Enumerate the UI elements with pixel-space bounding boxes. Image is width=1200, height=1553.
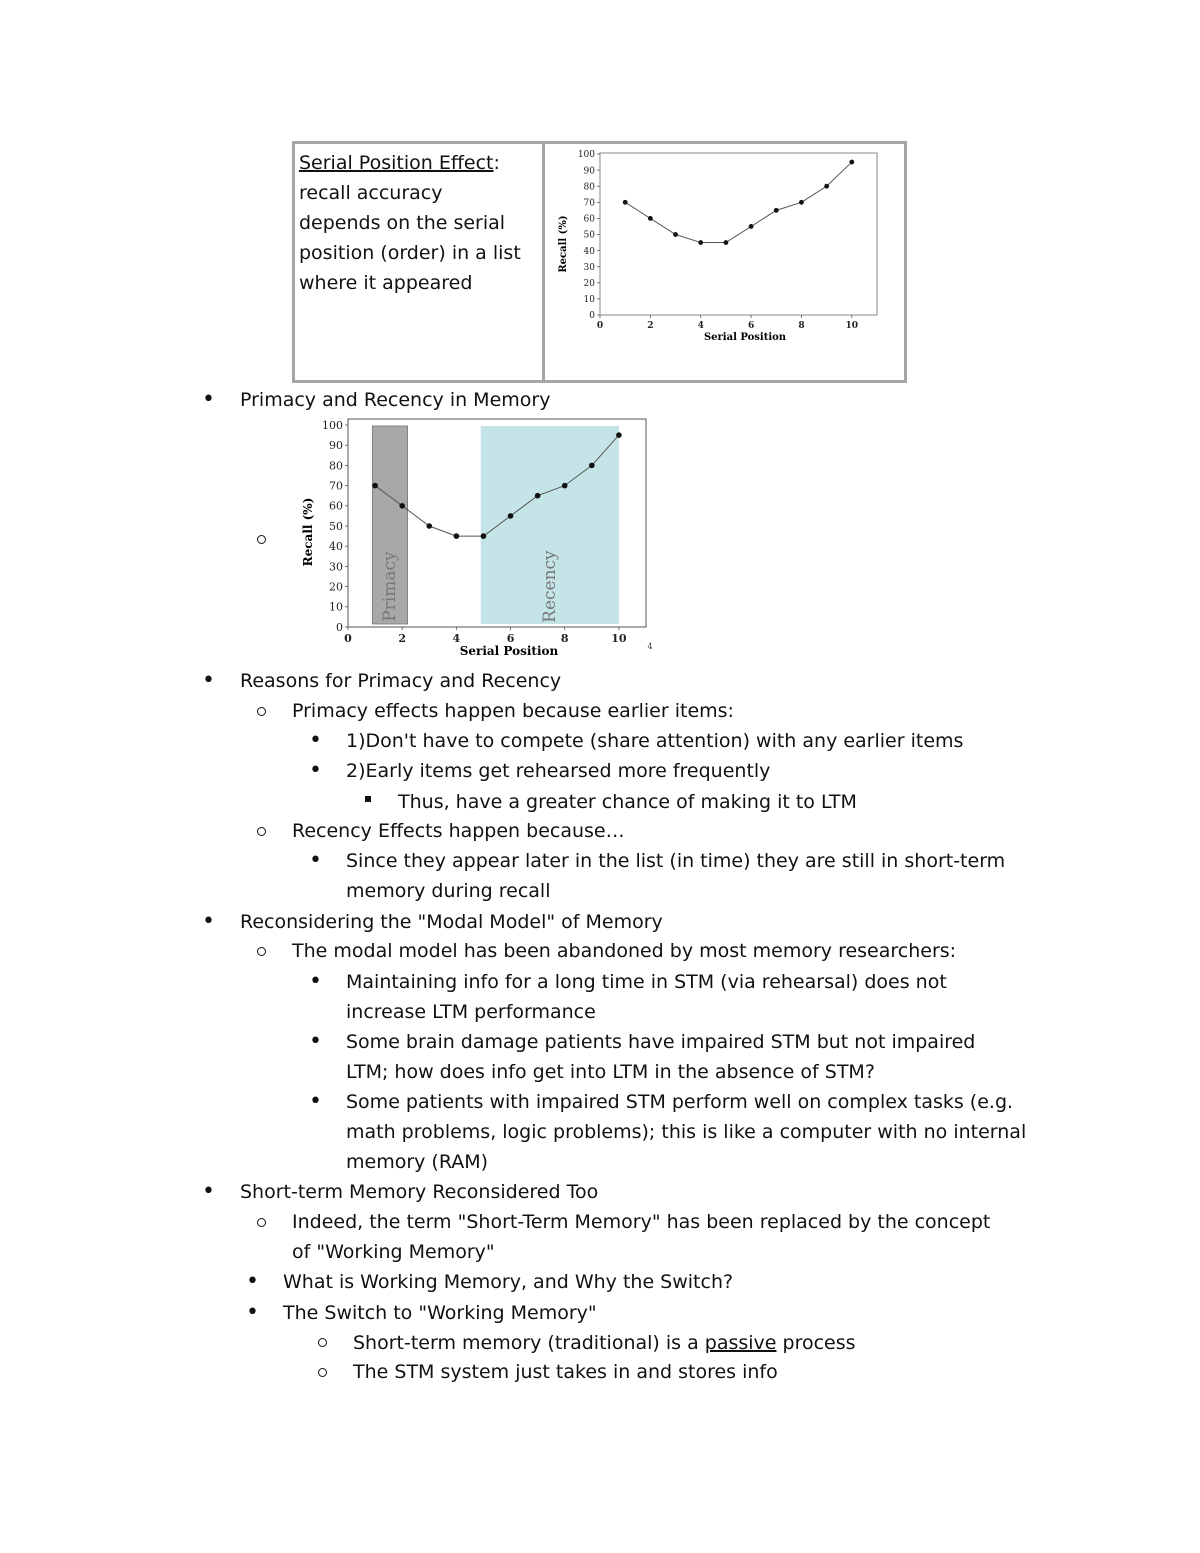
note-term-replaced-cont: of "Working Memory" (292, 1241, 495, 1263)
c2-xtick-label: 4 (452, 632, 461, 645)
note-recency-reason: Since they appear later in the list (in time) they are still in short-term (346, 850, 1006, 872)
bullet-dot: • (309, 1029, 322, 1054)
note-greater-chance: Thus, have a greater chance of making it to LTM (398, 791, 857, 813)
note-complex-tasks-cont2: memory (RAM) (346, 1151, 489, 1173)
definition-line: position (order) in a list (299, 242, 521, 264)
bullet-dot: • (246, 1269, 259, 1294)
note-term-replaced: Indeed, the term "Short-Term Memory" has been replaced by the concept (292, 1211, 991, 1233)
c2-ytick-label: 40 (329, 540, 343, 554)
c2-ytick-label: 60 (329, 499, 343, 513)
chart2-xlabel: Serial Position (459, 644, 559, 658)
c2-data-point (426, 523, 432, 529)
c2-ytick-label: 0 (336, 620, 343, 634)
c1-data-point (824, 184, 829, 189)
c1-ytick-label: 100 (577, 150, 595, 161)
c1-data-point (623, 200, 628, 205)
definition-title: Serial Position Effect (299, 152, 494, 174)
chart2-ylabel: Recall (%) (301, 497, 315, 567)
c2-data-point (589, 463, 595, 469)
primacy-recency-chart (298, 412, 658, 660)
c1-data-point (849, 160, 854, 165)
c2-ytick-label: 50 (329, 519, 343, 533)
sub-bullet-circle (318, 1368, 327, 1377)
chart1-ylabel: Recall (%) (558, 215, 569, 273)
bullet-dot: • (202, 1179, 215, 1204)
bullet-dot: • (202, 668, 215, 693)
note-complex-tasks: Some patients with impaired STM perform well on complex tasks (e.g. (346, 1091, 1014, 1113)
chart2-corner-note: 4 (647, 642, 653, 651)
c2-ytick-label: 20 (329, 580, 343, 594)
chart1-xlabel: Serial Position (703, 332, 787, 343)
c2-xtick-label: 6 (506, 632, 515, 645)
c1-data-point (724, 240, 729, 245)
c1-ytick-label: 90 (583, 166, 595, 177)
note-recency-reason-cont: memory during recall (346, 880, 551, 902)
c1-ytick-label: 0 (589, 311, 595, 322)
table-divider (542, 141, 545, 383)
c2-data-point (535, 493, 541, 499)
note-recency-effects: Recency Effects happen because… (292, 820, 625, 842)
bullet-dot: • (202, 387, 215, 412)
c1-ytick-label: 70 (583, 198, 595, 209)
bullet-dot: • (309, 848, 322, 873)
c1-ytick-label: 50 (583, 230, 595, 241)
c1-xtick-label: 8 (798, 321, 805, 331)
definition-line: where it appeared (299, 272, 473, 294)
recency-region-label: Recency (539, 550, 560, 623)
note-what-is-wm: What is Working Memory, and Why the Switch? (283, 1271, 734, 1293)
sub-bullet-circle (257, 1218, 266, 1227)
definition-line: depends on the serial (299, 212, 506, 234)
c2-ytick-label: 10 (329, 600, 343, 614)
c2-data-point (481, 533, 487, 539)
passive-word: passive (704, 1332, 777, 1354)
definition-title-colon: : (493, 152, 500, 174)
c2-xtick-label: 0 (344, 632, 352, 645)
c2-ytick-label: 90 (329, 439, 343, 453)
c2-data-point (616, 432, 622, 438)
note-reason-1: 1)Don't have to compete (share attention) with any earlier items (346, 730, 964, 752)
note-switch: The Switch to "Working Memory" (283, 1302, 597, 1324)
c1-xtick-label: 4 (697, 321, 704, 331)
c2-ytick-label: 100 (322, 418, 343, 432)
sub-bullet-circle (257, 827, 266, 836)
c2-data-point (399, 503, 405, 509)
c2-data-point (562, 483, 568, 489)
c1-ytick-label: 80 (583, 182, 595, 193)
c1-xtick-label: 6 (747, 321, 755, 331)
square-bullet (365, 796, 371, 802)
c2-xtick-label: 2 (398, 632, 407, 645)
c1-xtick-label: 10 (845, 321, 859, 331)
bullet-dot: • (246, 1300, 259, 1325)
c1-ytick-label: 20 (583, 278, 595, 289)
c2-ytick-label: 70 (329, 479, 343, 493)
note-modal-model: Reconsidering the "Modal Model" of Memory (240, 911, 663, 933)
chart1-series-line (625, 162, 852, 243)
c1-data-point (698, 240, 703, 245)
note-stores-info: The STM system just takes in and stores info (353, 1361, 778, 1383)
primacy-region-label: Primacy (379, 551, 400, 622)
sub-bullet-circle (257, 707, 266, 716)
c2-data-point (508, 513, 514, 519)
c2-xtick-label: 10 (611, 632, 627, 645)
bullet-dot: • (309, 728, 322, 753)
note-stm-reconsidered: Short-term Memory Reconsidered Too (240, 1181, 599, 1203)
sub-bullet-circle (257, 535, 266, 544)
c1-data-point (774, 208, 779, 213)
note-complex-tasks-cont: math problems, logic problems); this is like a computer with no internal (346, 1121, 1027, 1143)
c2-data-point (372, 483, 378, 489)
note-brain-damage: Some brain damage patients have impaired STM but not impaired (346, 1031, 976, 1053)
serial-position-chart (550, 146, 890, 346)
c1-ytick-label: 30 (583, 262, 595, 273)
note-primacy-recency: Primacy and Recency in Memory (240, 389, 551, 411)
c1-data-point (648, 216, 653, 221)
c2-xtick-label: 8 (560, 632, 569, 645)
c2-ytick-label: 30 (329, 560, 343, 574)
passive-post: process (776, 1332, 856, 1354)
c1-ytick-label: 40 (583, 246, 595, 257)
c1-data-point (749, 224, 754, 229)
note-reason-2: 2)Early items get rehearsed more frequently (346, 760, 771, 782)
note-maintaining: Maintaining info for a long time in STM (via rehearsal) does not (346, 971, 947, 993)
note-primacy-effects: Primacy effects happen because earlier items: (292, 700, 734, 722)
passive-pre: Short-term memory (traditional) is a (353, 1332, 705, 1354)
note-brain-damage-cont: LTM; how does info get into LTM in the absence of STM? (346, 1061, 875, 1083)
c1-data-point (799, 200, 804, 205)
c1-xtick-label: 0 (596, 321, 604, 331)
c1-xtick-label: 2 (647, 321, 654, 331)
note-maintaining-cont: increase LTM performance (346, 1001, 596, 1023)
sub-bullet-circle (257, 947, 266, 956)
sub-bullet-circle (318, 1338, 327, 1347)
note-abandoned: The modal model has been abandoned by most memory researchers: (292, 940, 957, 962)
note-passive-process (353, 1328, 856, 1358)
c2-ytick-label: 80 (329, 459, 343, 473)
definition-line: recall accuracy (299, 182, 443, 204)
bullet-dot: • (309, 1089, 322, 1114)
c1-data-point (673, 232, 678, 237)
definition-text (299, 148, 539, 298)
c1-ytick-label: 10 (583, 295, 595, 306)
bullet-dot: • (309, 758, 322, 783)
bullet-dot: • (202, 909, 215, 934)
bullet-dot: • (309, 969, 322, 994)
c2-data-point (454, 533, 460, 539)
note-reasons: Reasons for Primacy and Recency (240, 670, 562, 692)
c1-ytick-label: 60 (583, 214, 595, 225)
